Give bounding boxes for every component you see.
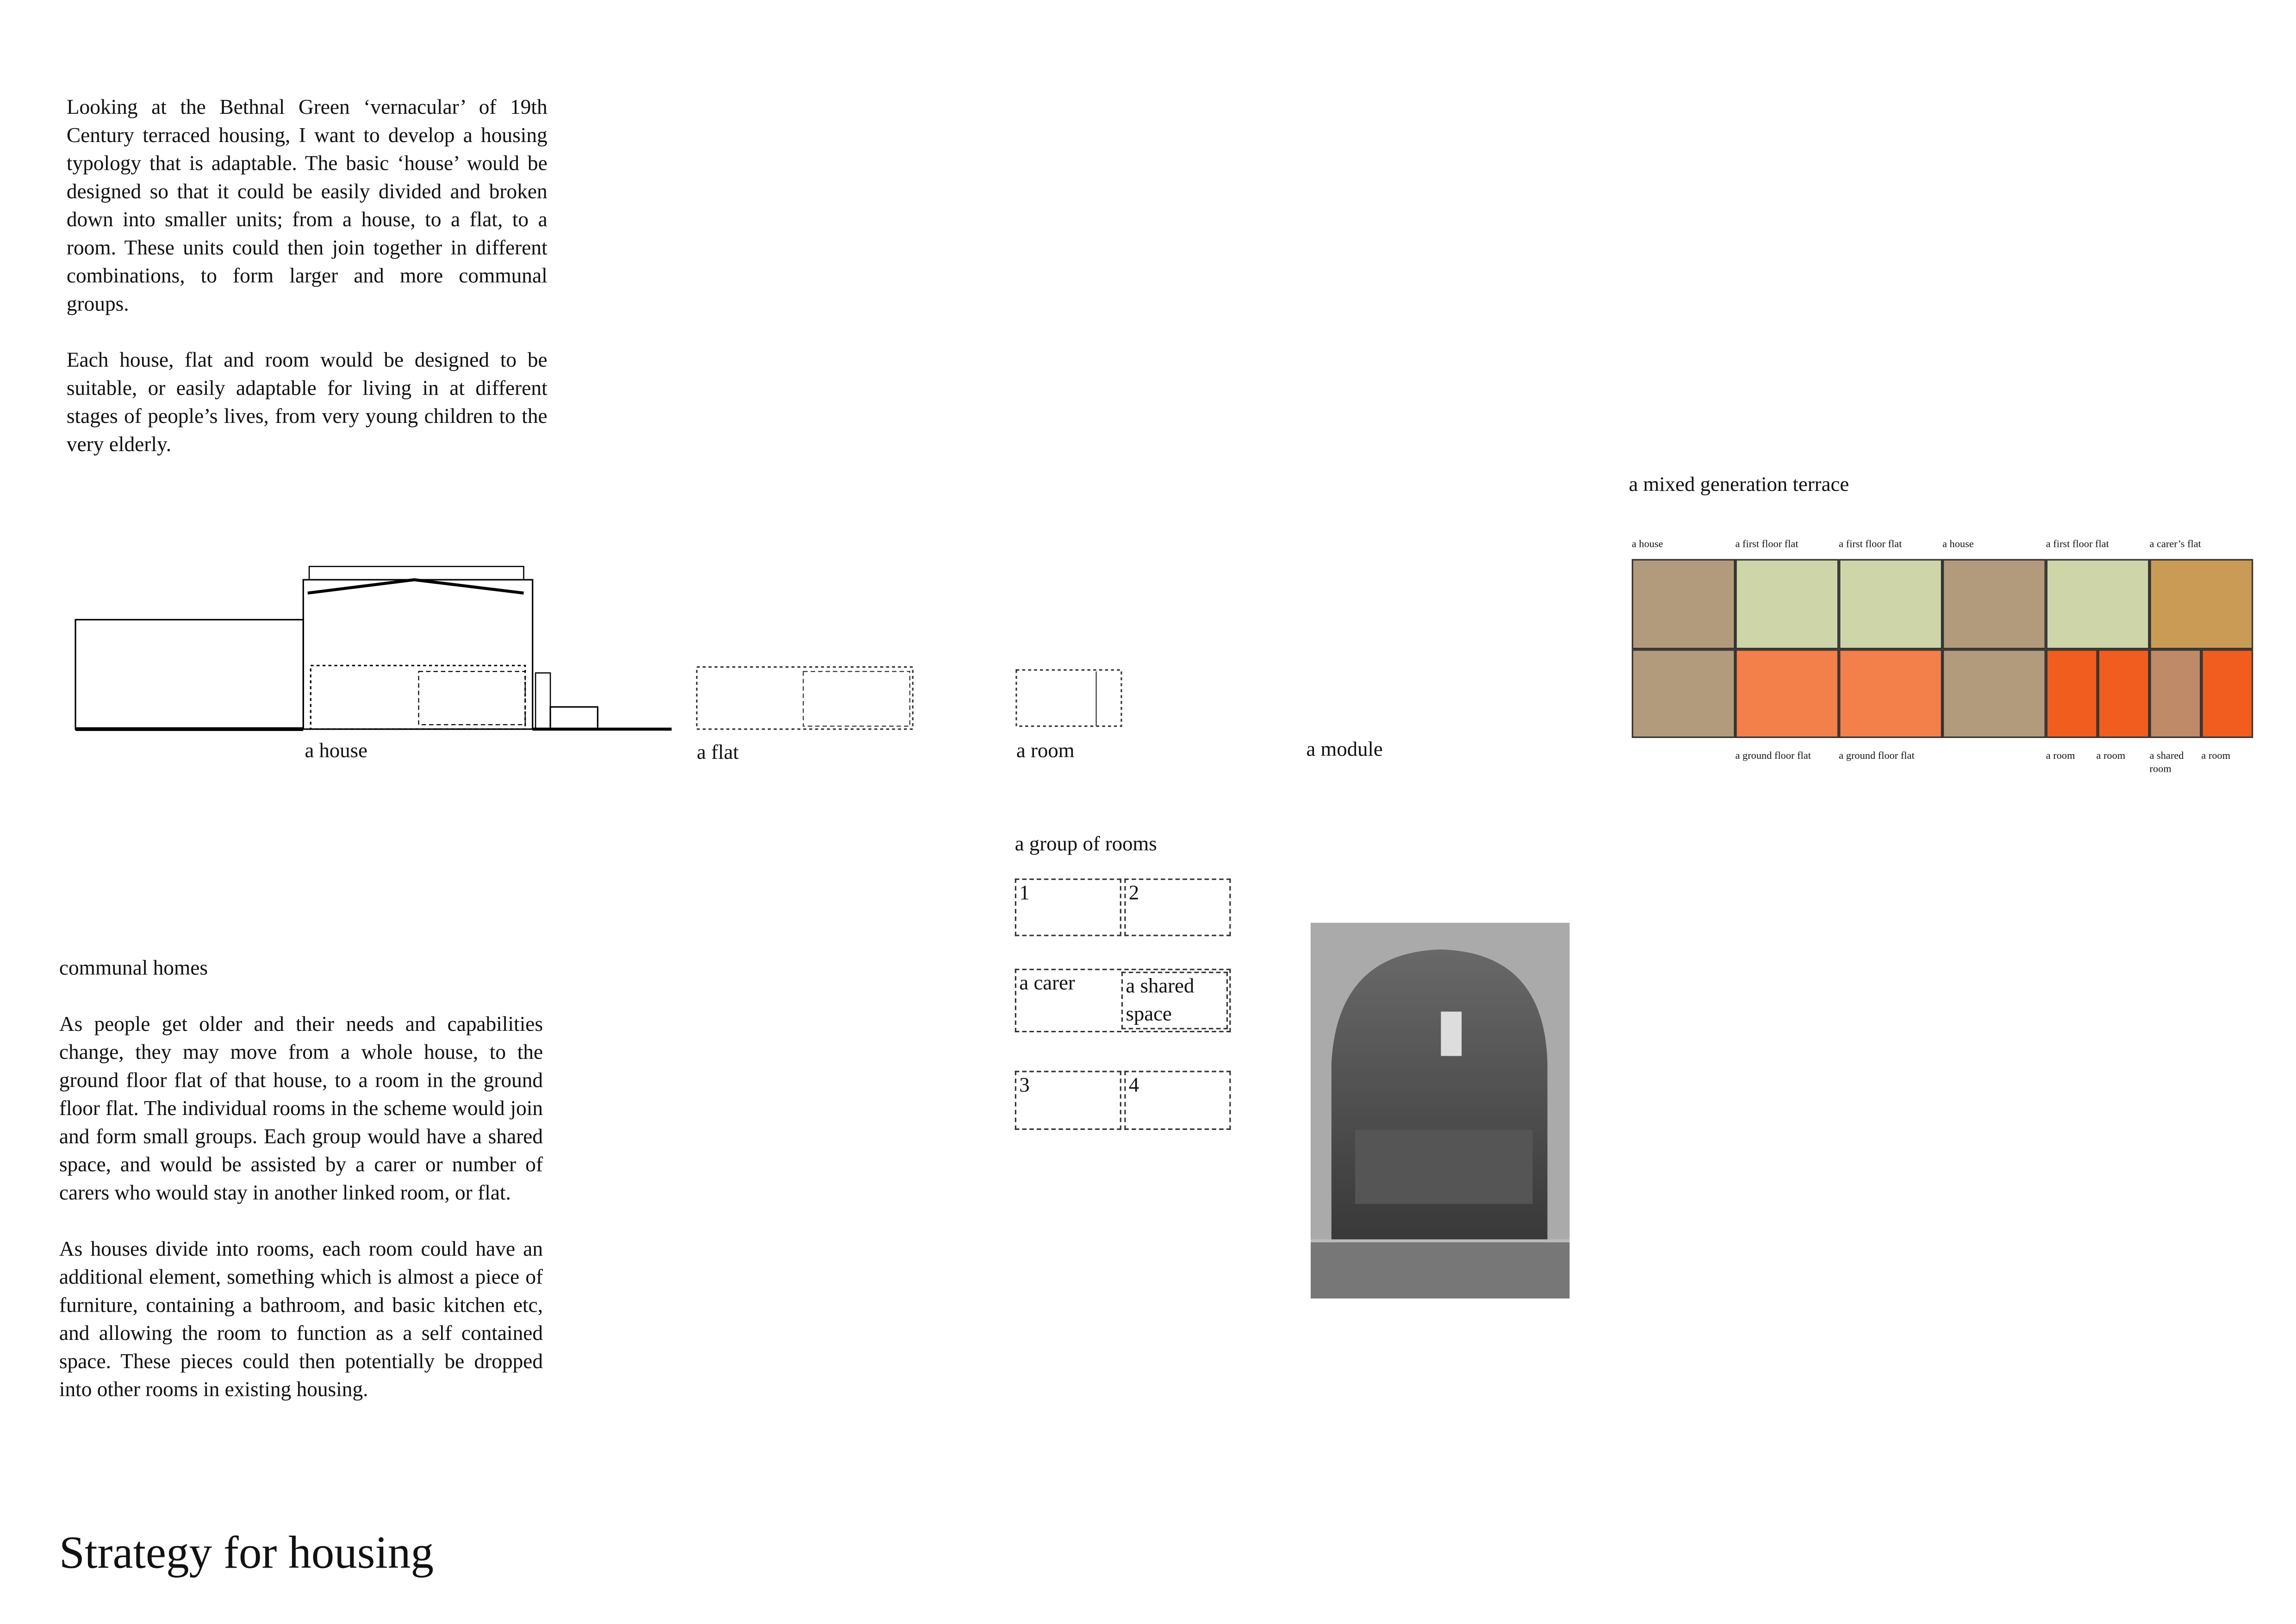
terrace-top-label: a first floor flat — [1735, 538, 1798, 551]
first-floor-flat — [1839, 559, 1942, 649]
house-upper — [1632, 559, 1736, 649]
intro-paragraph-2: Each house, flat and room would be designed to be suitable, or easily adaptable for living in at different stages of people’s lives, from very young children to the very elderly. — [66, 349, 548, 457]
terrace-bottom-label: a room — [2096, 750, 2126, 762]
terrace-top-label: a first floor flat — [2046, 538, 2109, 551]
group-cell: 2 — [1124, 879, 1231, 936]
terrace-bottom-label: a ground floor flat — [1839, 750, 1915, 762]
painting-image — [1311, 923, 1569, 1299]
group-cell-shared: a shared space — [1121, 972, 1228, 1029]
room — [2046, 649, 2098, 738]
room — [2201, 649, 2253, 738]
carers-flat — [2150, 559, 2253, 649]
intro-paragraph-1: Looking at the Bethnal Green ‘vernacular’ of 19th Century terraced housing, I want to develop a housing typology that is adaptable. The basic ‘house’ would be designed so that it could be easily divided and broken down into smaller units; from a house, to a flat, to a room. These units could then join together in different combinations, to form larger and more communal groups. — [66, 96, 548, 317]
terrace-title: a mixed generation terrace — [1629, 475, 1849, 497]
house-elevation-drawing — [75, 566, 672, 729]
ground-floor-flat — [1735, 649, 1839, 738]
terrace-top-label: a first floor flat — [1839, 538, 1902, 551]
ground-floor-flat — [1839, 649, 1942, 738]
terrace-bottom-label: a shared room — [2149, 750, 2184, 775]
label-house: a house — [305, 741, 367, 763]
shared-room — [2150, 649, 2202, 738]
page-title: Strategy for housing — [59, 1526, 434, 1578]
terrace-bottom-label: a ground floor flat — [1735, 750, 1811, 762]
terrace-top-label: a house — [1631, 538, 1663, 551]
label-flat: a flat — [697, 742, 739, 765]
communal-paragraph-1: As people get older and their needs and capabilities change, they may move from a whole house, to the ground floor flat of that house, to a room in the ground floor flat. The individual rooms in the scheme would join and form small groups. Each group would have a shared space, and would be assisted by a carer or number of carers who would stay in another linked room, or flat. — [59, 1013, 543, 1206]
room-drawing — [1016, 670, 1121, 726]
terrace-bottom-label: a room — [2201, 750, 2231, 762]
group-title: a group of rooms — [1014, 834, 1157, 856]
house-lower — [1632, 649, 1736, 738]
communal-section — [59, 955, 543, 1405]
house-lower — [1942, 649, 2046, 738]
label-room: a room — [1016, 741, 1075, 763]
flat-drawing — [697, 667, 913, 729]
communal-heading: communal homes — [59, 957, 208, 981]
house-upper — [1942, 559, 2046, 649]
group-cell: 1 — [1015, 879, 1121, 936]
room — [2098, 649, 2150, 738]
terrace-top-label: a carer’s flat — [2149, 538, 2201, 551]
unit-drawings — [0, 547, 1302, 755]
communal-paragraph-2: As houses divide into rooms, each room could have an additional element, something which is almost a piece of furniture, containing a bathroom, and basic kitchen etc, and allowing the room to function as a self contained space. These pieces could then potentially be dropped into other rooms in existing housing. — [59, 1238, 543, 1402]
label-module: a module — [1306, 739, 1383, 762]
group-cell: 3 — [1015, 1071, 1121, 1130]
terrace-diagram — [1632, 559, 2253, 738]
first-floor-flat — [2046, 559, 2150, 649]
first-floor-flat — [1735, 559, 1839, 649]
group-cell-carer: a carer — [1019, 973, 1075, 996]
terrace-top-label: a house — [1942, 538, 1974, 551]
intro-text — [67, 95, 548, 460]
terrace-bottom-label: a room — [2046, 750, 2075, 762]
group-cell: 4 — [1124, 1071, 1231, 1130]
